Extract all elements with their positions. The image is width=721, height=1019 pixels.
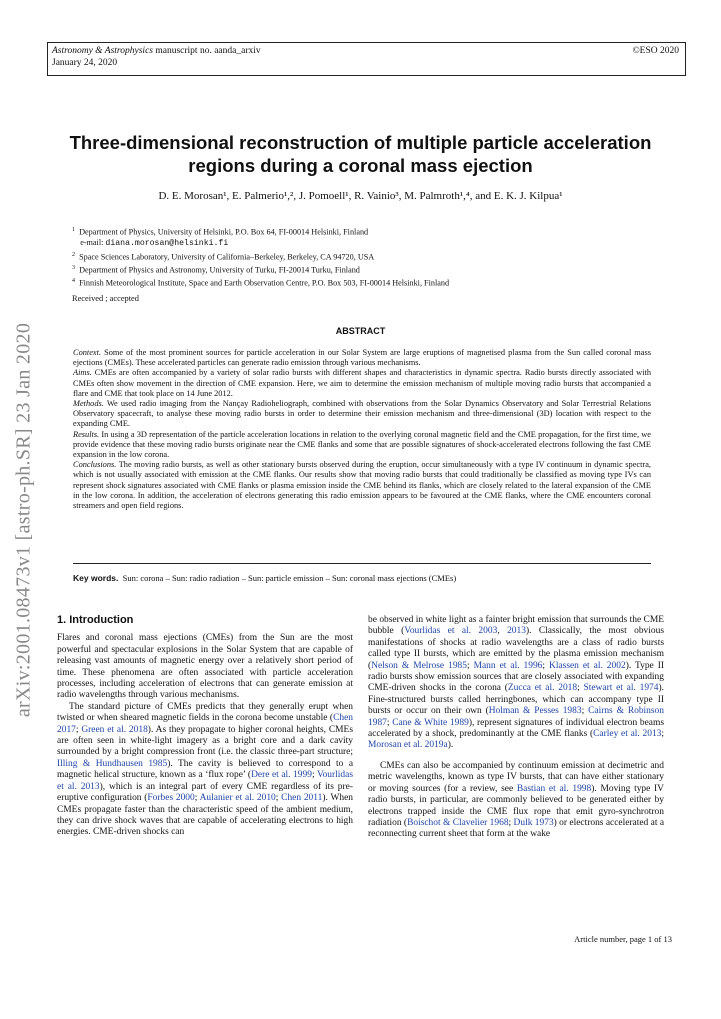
page-footer: Article number, page 1 of 13 [574, 934, 672, 944]
affiliation-3: $^3$ Department of Physics and Astronomy, University of Turku, FI-20014 Turku, Finland [72, 264, 360, 275]
intro-paragraph-4: CMEs can also be accompanied by continuum emission at decimetric and metric wavelengths, known as type IV bursts, that can have either stationary or moving sources (for a review, see Bastian et al. 1998). Moving type IV radio bursts, in particular, are commonly believed to be generated either by electrons trapped inside the CME flux rope that emit gyro-synchrotron radiation (Boischot & Clavelier 1968; Dulk 1973) or electrons accelerated at a reconnecting current sheet that form at the wake [368, 760, 665, 840]
citation-link[interactable]: Holman & Pesses 1983 [488, 706, 582, 717]
citation-link[interactable]: Illing & Hundhausen 1985 [57, 758, 168, 769]
citation-link[interactable]: Aulanier et al. 2010 [199, 793, 276, 804]
abstract-conclusions: Conclusions. The moving radio bursts, as well as other stationary bursts observed during the eruption, occur simultaneously with a type IV continuum in dynamic spectra, which is not usually associated with emission at the CME flanks. Our results show that moving radio bursts that could traditionally be classified as moving type IVs can represent shock signatures associated with CME flanks or plasma emission inside the CME behind its flanks, which are closely related to the lateral expansion of the CME in the low corona. In addition, the acceleration of electrons generating this radio emission appears to be favoured at the CME flanks, where the CME encounters coronal streamers and open field regions. [73, 460, 652, 511]
citation-link[interactable]: Morosan et al. 2019a [368, 740, 448, 751]
abstract-results: Results. In using a 3D representation of the particle acceleration locations in relation to the overlying coronal magnetic field and the CME propagation, for the first time, we provide evidence that these moving radio bursts originate near the CME flanks and some that are possible signatures of shock-accelerated electrons following the fast CME expansion in the low corona. [73, 429, 652, 460]
citation-link[interactable]: Vourlidas et al. 2003 [404, 626, 498, 637]
journal-name: Astronomy & Astrophysics [52, 46, 153, 56]
citation-link[interactable]: Nelson & Melrose 1985 [371, 660, 467, 671]
citation-link[interactable]: Dere et al. 1999 [251, 770, 312, 781]
arxiv-stamp-text: arXiv:2001.08473v1 [astro-ph.SR] 23 Jan 2020 [12, 322, 35, 718]
affiliations [72, 225, 672, 289]
copyright: ©ESO 2020 [632, 46, 679, 56]
abstract-body [73, 348, 651, 511]
citation-link[interactable]: Carley et al. 2013 [593, 729, 662, 740]
citation-link[interactable]: Klassen et al. 2002 [549, 660, 626, 671]
citation-link[interactable]: Bastian et al. 1998 [516, 783, 592, 794]
citation-link[interactable]: Green et al. 2018 [81, 724, 148, 735]
title-line-1: Three-dimensional reconstruction of multiple particle acceleration [69, 132, 652, 153]
intro-paragraph-3: be observed in white light as a fainter bright emission that surrounds the CME bubble (Vourlidas et al. 2003, 2013). Classically, the most obvious manifestations of shocks at radio wavelengths are a class of radio bursts called type II bursts, which are emitted by the plasma emission mechanism (Nelson & Melrose 1985; Mann et al. 1996; Klassen et al. 2002). Type II radio bursts show emission sources that are closely associated with expanding CME-driven shocks in the corona (Zucca et al. 2018; Stewart et al. 1974). Fine-structured bursts called herringbones, which can accompany type II bursts or occur on their own (Holman & Pesses 1983; Cairns & Robinson 1987; Cane & White 1989), represent signatures of individual electron beams accelerated by a shock, predominantly at the CME flanks (Carley et al. 2013; Morosan et al. 2019a). [368, 615, 665, 751]
citation-link[interactable]: Stewart et al. 1974 [583, 683, 659, 694]
citation-link[interactable]: Zucca et al. 2018 [507, 683, 578, 694]
header-date: January 24, 2020 [52, 58, 118, 68]
citation-link[interactable]: Dulk 1973 [513, 817, 554, 828]
keywords [73, 573, 651, 583]
citation-link[interactable]: Forbes 2000 [147, 793, 195, 804]
citation-link[interactable]: Chen 2017 [57, 713, 353, 735]
paper-title [40, 131, 681, 177]
citation-link[interactable]: Mann et al. 1996 [473, 660, 543, 671]
abstract-divider [73, 563, 651, 564]
citation-link[interactable]: Boischot & Clavelier 1968 [407, 817, 509, 828]
received-line: Received ; accepted [72, 294, 139, 303]
abstract-context: Context. Some of the most prominent sources for particle acceleration in our Solar System are large eruptions of magnetised plasma from the Sun called coronal mass ejections (CMEs). These accelerated particles can generate radio emission through various mechanisms. [73, 348, 651, 368]
abstract-aims: Aims. CMEs are often accompanied by a variety of solar radio bursts with different shapes and characteristics in dynamic spectra. Radio bursts directly associated with CMEs often show movement in the direction of CME expansion. Here, we aim to determine the emission mechanism of multiple moving radio bursts that accompanied a flare and CME that took place on 14 June 2012. [73, 368, 652, 398]
arxiv-stamp[interactable] [4, 310, 44, 730]
affiliation-4: $^4$ Finnish Meteorological Institute, Space and Earth Observation Centre, P.O. Box 503, FI-00014 Helsinki, Finland [72, 277, 450, 288]
email-link[interactable]: diana.morosan@helsinki.fi [105, 239, 229, 249]
journal-line [52, 45, 681, 57]
intro-paragraph-2: The standard picture of CMEs predicts that they generally erupt when twisted or when sheared magnetic fields in the corona become unstable (Chen 2017; Green et al. 2018). As they propagate to higher coronal heights, CMEs are often seen in white-light imagery as a bright core and a dark cavity surrounded by a bright compression front (i.e. the classic three-part structure; Illing & Hundhausen 1985). The cavity is believed to correspond to a magnetic helical structure, known as a ‘flux rope’ (Dere et al. 1999; Vourlidas et al. 2013), which is an integral part of every CME regardless of its pre-eruptive configuration (Forbes 2000; Aulanier et al. 2010; Chen 2011). When CMEs propagate faster than the characteristic speed of the ambient medium, they can drive shock waves that are capable of accelerating electrons to high energies. CME-driven shocks can [57, 701, 354, 838]
manuscript-id: manuscript no. aanda_arxiv [155, 46, 261, 56]
citation-link[interactable]: 2013 [507, 626, 526, 637]
right-column [368, 615, 664, 841]
abstract-methods: Methods. We used radio imaging from the Nançay Radioheliograph, combined with observations from the Solar Dynamics Observatory and Solar Terrestrial Relations Observatory spacecraft, to analyse these moving radio bursts in order to determine their emission mechanism and three-dimensional (3D) location with respect to the expanding CME. [73, 399, 651, 429]
author-list: D. E. Morosan¹, E. Palmerio¹,², J. Pomoell¹, R. Vainio³, M. Palmroth¹,⁴, and E. K. J. Kilpua¹ [158, 190, 563, 202]
affiliation-1: $^1$ Department of Physics, University of Helsinki, P.O. Box 64, FI-00014 Helsinki, Finland [72, 227, 369, 237]
citation-link[interactable]: Vourlidas et al. 2013 [57, 770, 353, 792]
abstract-heading: ABSTRACT [335, 326, 386, 336]
citation-link[interactable]: Cairns & Robinson 1987 [368, 706, 664, 728]
intro-paragraph-1: Flares and coronal mass ejections (CMEs) from the Sun are the most powerful and spectacular explosions in the Solar System that are capable of releasing vast amounts of magnetic energy over a relatively short period of time. These phenomena are often associated with particle acceleration processes, including acceleration of electrons that can generate emission at radio wavelengths through various mechanisms. [57, 633, 353, 701]
email-line: e-mail: diana.morosan@helsinki.fi [80, 238, 229, 249]
left-column [57, 615, 353, 839]
journal-header-box [47, 42, 686, 76]
keywords-label: Key words. [73, 573, 119, 583]
title-line-2: regions during a coronal mass ejection [188, 155, 533, 176]
affiliation-2: $^2$ Space Sciences Laboratory, University of California–Berkeley, Berkeley, CA 94720, USA [72, 251, 375, 262]
citation-link[interactable]: Chen 2011 [281, 793, 323, 804]
section-heading-introduction: 1. Introduction [57, 614, 134, 626]
keywords-text: Sun: corona – Sun: radio radiation – Sun: particle emission – Sun: coronal mass ejections (CMEs) [122, 573, 457, 583]
citation-link[interactable]: Cane & White 1989 [392, 717, 469, 728]
